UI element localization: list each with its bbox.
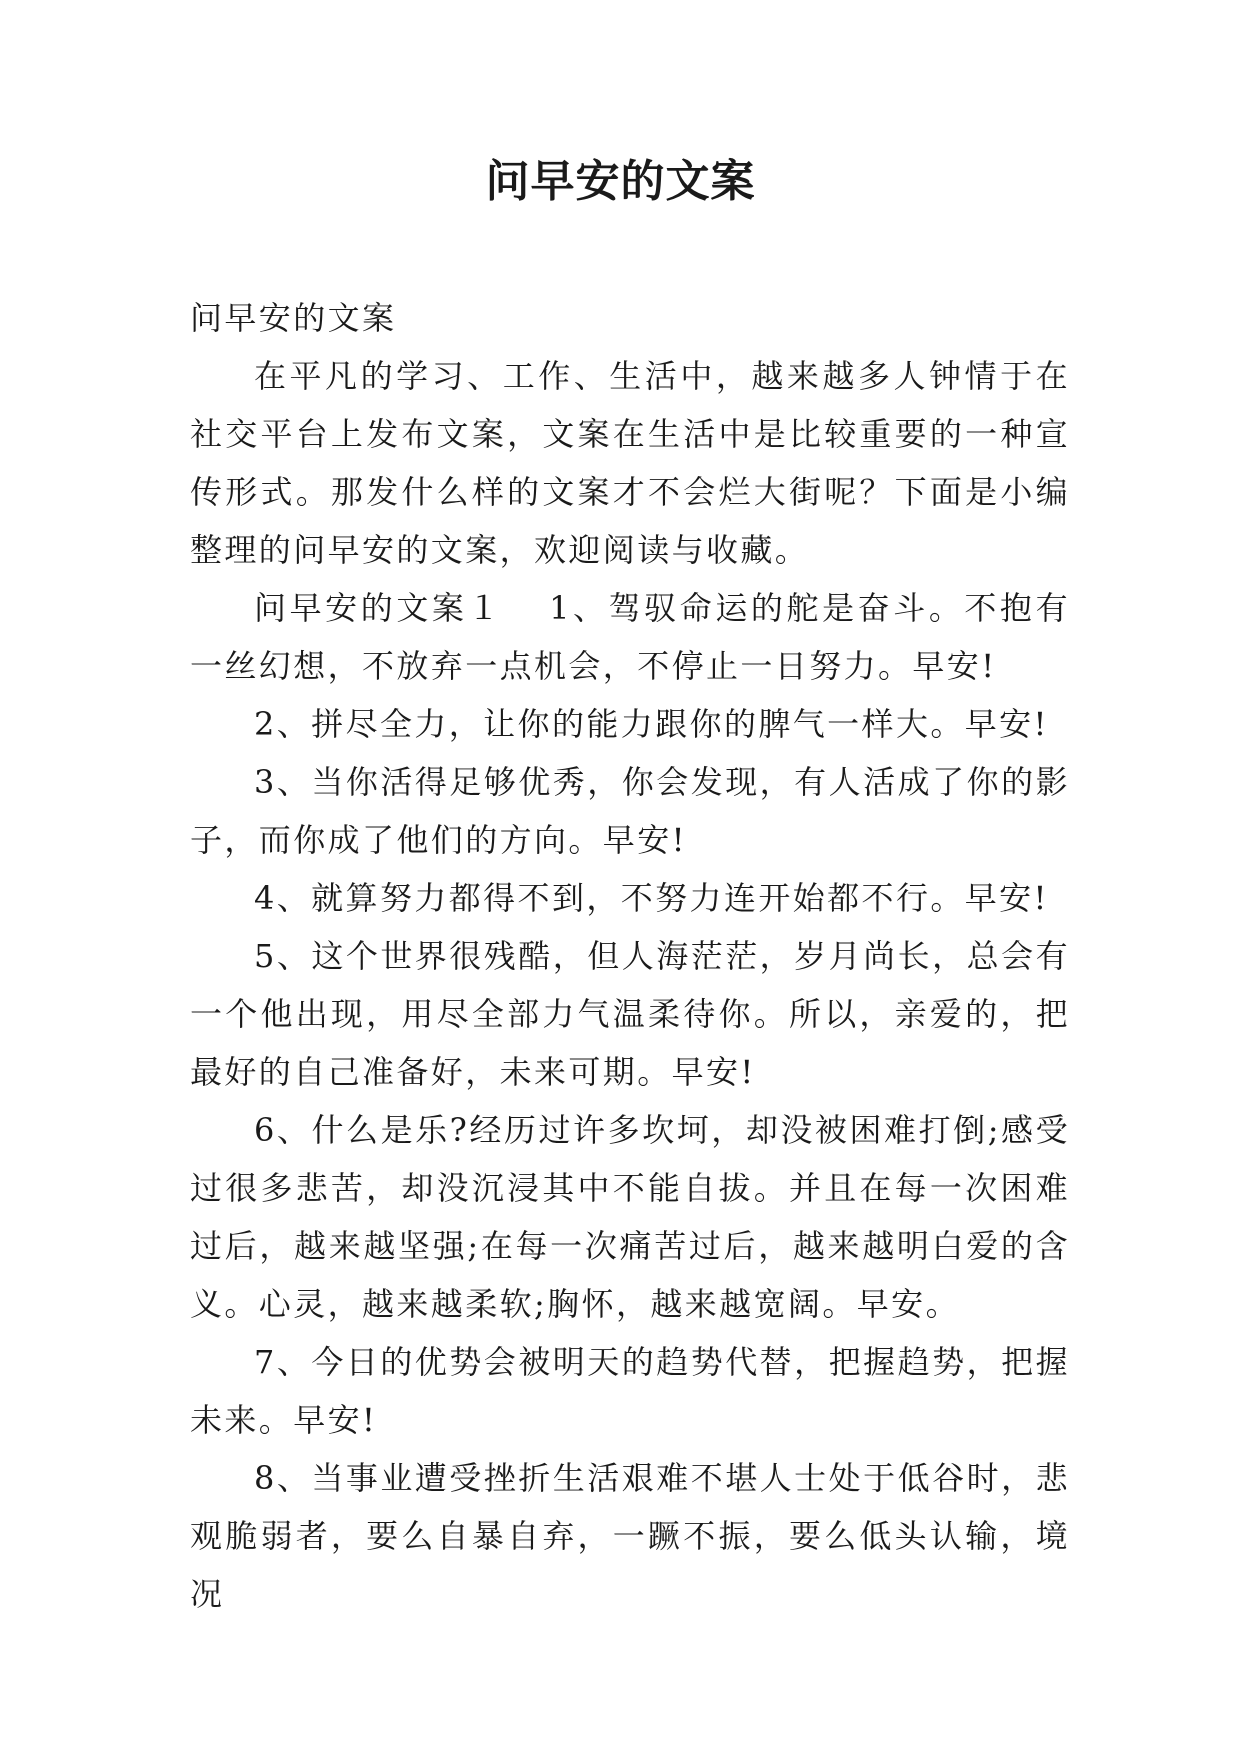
item-paragraph-1 (190, 579, 1070, 695)
document-subtitle: 问早安的文案 (190, 299, 397, 337)
item-paragraph-6: 6、什么是乐?经历过许多坎坷，却没被困难打倒;感受过很多悲苦，却没沉浸其中不能自拔。并且在每一次困难过后，越来越坚强;在每一次痛苦过后，越来越明白爱的含义。心灵，越来越柔软;胸怀，越来越宽阔。早安。 (190, 1111, 1070, 1323)
item-paragraph-8: 8、当事业遭受挫折生活艰难不堪人士处于低谷时，悲观脆弱者，要么自暴自弃，一蹶不振，要么低头认输，境况 (190, 1459, 1070, 1613)
section-label: 问早安的文案１ (254, 589, 504, 627)
item-paragraph-7: 7、今日的优势会被明天的趋势代替，把握趋势，把握未来。早安! (190, 1343, 1070, 1439)
document-title: 问早安的文案 (485, 156, 756, 207)
item-paragraph-4: 4、就算努力都得不到，不努力连开始都不行。早安! (254, 879, 1049, 917)
item-paragraph-3: 3、当你活得足够优秀，你会发现，有人活成了你的影子，而你成了他们的方向。早安! (190, 763, 1070, 859)
document-body (190, 289, 1070, 1623)
item-text-1: 1、驾驭命运的舵是奋斗。不抱有一丝幻想，不放弃一点机会，不停止一日努力。早安! (190, 589, 1070, 685)
item-paragraph-5: 5、这个世界很残酷，但人海茫茫，岁月尚长，总会有一个他出现，用尽全部力气温柔待你。所以，亲爱的，把最好的自己准备好，未来可期。早安! (190, 937, 1070, 1091)
item-paragraph-2: 2、拼尽全力，让你的能力跟你的脾气一样大。早安! (254, 705, 1049, 743)
intro-paragraph: 在平凡的学习、工作、生活中，越来越多人钟情于在社交平台上发布文案，文案在生活中是比较重要的一种宣传形式。那发什么样的文案才不会烂大街呢？下面是小编整理的问早安的文案，欢迎阅读与收藏。 (190, 357, 1070, 569)
